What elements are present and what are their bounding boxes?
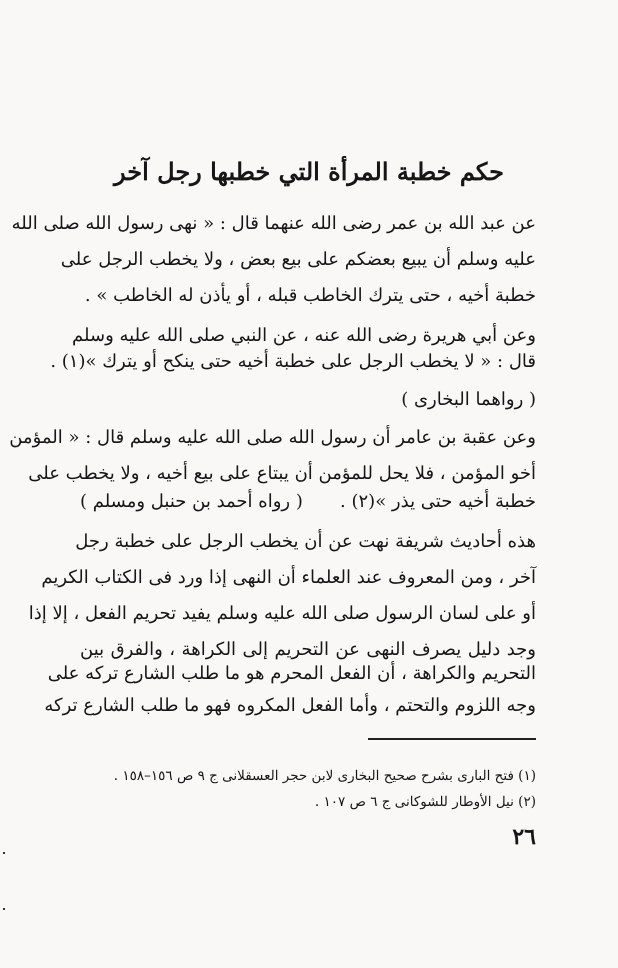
paragraph-2-line-2: قال : « لا يخطب الرجل على خطبة أخيه حتى ينكح أو يترك »(١) . [50,351,536,372]
paragraph-4-line-6: وجه اللزوم والتحتم ، وأما الفعل المكروه فهو ما طلب الشارع تركه [44,695,536,716]
paragraph-1-line-1: عن عبد الله بن عمر رضى الله عنهما قال : « نهى رسول الله صلى الله [11,213,536,234]
footnote-1: (١) فتح البارى بشرح صحيح البخارى لابن حجر العسقلانى ج ٩ ص ١٥٦–١٥٨ . [113,768,536,784]
scan-speck-1 [3,852,5,854]
source-reference-bukhari: ( رواهما البخارى ) [401,389,536,410]
paragraph-3-line-1: وعن عقبة بن عامر أن رسول الله صلى الله عليه وسلم قال : « المؤمن [9,427,536,448]
paragraph-4-line-4: وجد دليل يصرف النهى عن التحريم إلى الكراهة ، والفرق بين [80,639,536,660]
paragraph-3-line-3 [80,484,536,520]
paragraph-1-line-3: خطبة أخيه ، حتى يترك الخاطب قبله ، أو يأذن له الخاطب » . [84,285,536,306]
paragraph-3-line-3-text: خطبة أخيه حتى يذر »(٢) . [340,491,536,512]
footnote-2: (٢) نيل الأوطار للشوكانى ج ٦ ص ١٠٧ . [314,794,536,810]
paragraph-2-line-1: وعن أبي هريرة رضى الله عنه ، عن النبي صلى الله عليه وسلم [72,325,536,346]
paragraph-4-line-3: أو على لسان الرسول صلى الله عليه وسلم يفيد تحريم الفعل ، إلا إذا [28,603,536,624]
paragraph-4-line-1: هذه أحاديث شريفة نهت عن أن يخطب الرجل على خطبة رجل [75,531,536,552]
paragraph-4-line-2: آخر ، ومن المعروف عند العلماء أن النهى إذا ورد فى الكتاب الكريم [41,567,536,588]
chapter-title: حكم خطبة المرأة التي خطبها رجل آخر [114,157,504,186]
page-number: ٢٦ [512,824,536,850]
source-reference-ahmad-muslim: ( رواه أحمد بن حنبل ومسلم ) [80,491,303,512]
scan-speck-2 [3,908,5,910]
paragraph-1-line-2: عليه وسلم أن يبيع بعضكم على بيع بعض ، ولا يخطب الرجل على [60,249,536,270]
footnote-separator [368,738,536,740]
paragraph-4-line-5: التحريم والكراهة ، أن الفعل المحرم هو ما طلب الشارع تركه على [47,663,536,684]
paragraph-3-line-2: أخو المؤمن ، فلا يحل للمؤمن أن يبتاع على بيع أخيه ، ولا يخطب على [28,463,536,484]
